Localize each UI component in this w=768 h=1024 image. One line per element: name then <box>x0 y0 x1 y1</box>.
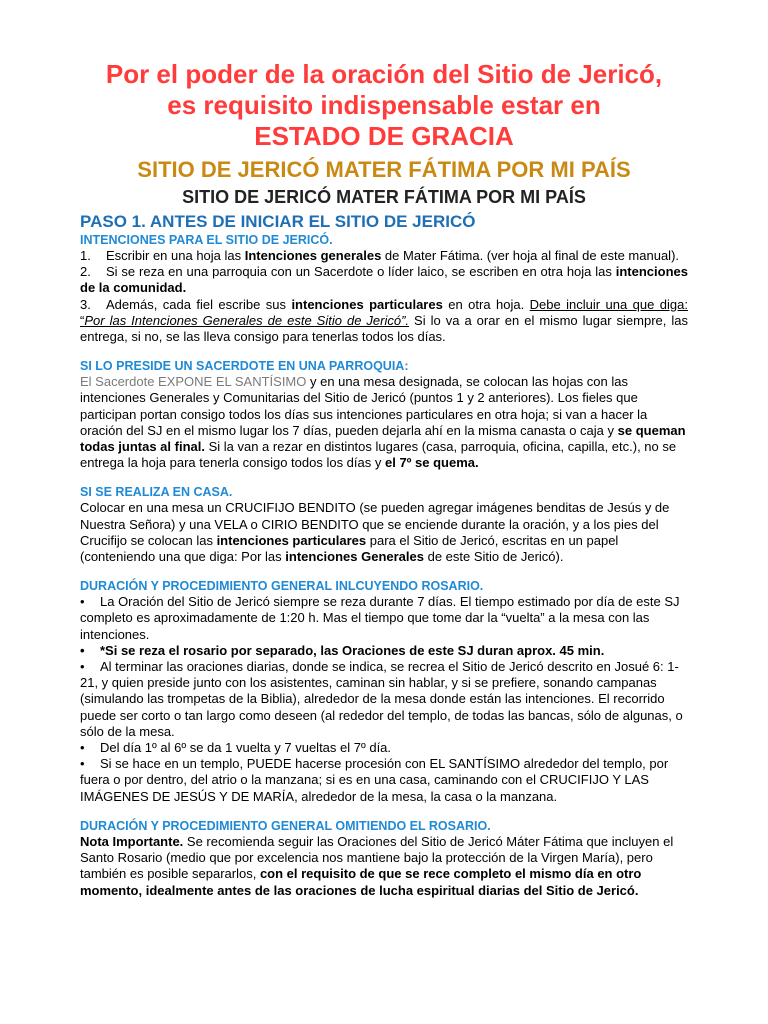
bullet: • <box>80 659 85 675</box>
duracion-bullet-2: • *Si se reza el rosario por separado, las Oraciones de este SJ duran aprox. 45 min. <box>80 642 605 658</box>
duracion-bullet-4: • Del día 1º al 6º se da 1 vuelta y 7 vueltas el 7º día. <box>80 740 392 756</box>
duracion-bullet-1: • La Oración del Sitio de Jericó siempre se reza durante 7 días. El tiempo estimado por día de este SJ completo es aproximadamente de 1:20 h. Mas el tiempo que tome dar la “vuelta” a la mesa con las intenciones. <box>80 594 680 642</box>
sacerdote-paragraph: El Sacerdote EXPONE EL SANTÍSIMO y en una mesa designada, se colocan las hojas con las intenciones Generales y Comunitarias del Sitio de Jericó (puntos 1 y 2 anteriores). Los fieles que participan portan consigo todos los días sus intenciones particulares en otra hoja; si van a hacer la oración del SJ en el mismo lugar los 7 días, pueden dejarla ahí en la misma canasta o caja y se queman todas juntas al final. Si la van a rezar en distintos lugares (casa, parroquia, oficina, capilla, etc.), no se entrega la hoja para tenerla consigo todos los días y el 7º se quema. <box>80 374 686 471</box>
title-block <box>80 0 688 208</box>
title-line-1: Por el poder de la oración del Sitio de Jericó, <box>105 59 663 89</box>
paso1-heading: PASO 1. ANTES DE INICIAR EL SITIO DE JERICÓ <box>80 212 476 231</box>
item-number: 1. <box>80 248 91 263</box>
casa-paragraph: Colocar en una mesa un CRUCIFIJO BENDITO (se pueden agregar imágenes benditas de Jesús y de Nuestra Señora) y una VELA o CIRIO BENDITO que se enciende durante la oración, y a los pies del Crucifijo se colocan las intenciones particulares para el Sitio de Jericó, escritas en un papel (conteniendo una que diga: Por las intenciones Generales de este Sitio de Jericó). <box>80 500 670 565</box>
nota-importante-paragraph: Nota Importante. Se recomienda seguir las Oraciones del Sitio de Jericó Máter Fátima que incluyen el Santo Rosario (medio que por excelencia nos mantiene bajo la protección de la Virgen María), pero también es posible separarlos, con el requisito de que se rece completo el mismo día en otro momento, idealmente antes de las oraciones de lucha espiritual diarias del Sitio de Jericó. <box>80 833 674 898</box>
duracion-sin-rosario-heading: DURACIÓN Y PROCEDIMIENTO GENERAL OMITIENDO EL ROSARIO. <box>80 818 491 833</box>
title-line-2: es requisito indispensable estar en <box>167 90 601 120</box>
subtitle-gold: SITIO DE JERICÓ MATER FÁTIMA POR MI PAÍS <box>137 157 631 182</box>
bullet: • <box>80 594 85 610</box>
intenciones-heading: INTENCIONES PARA EL SITIO DE JERICÓ. <box>80 233 333 247</box>
sacerdote-heading: SI LO PRESIDE UN SACERDOTE EN UNA PARROQUIA: <box>80 359 409 374</box>
duracion-bullet-5: • Si se hace en un templo, PUEDE hacerse procesión con EL SANTÍSIMO alrededor del templo, por fuera o por dentro, del atrio o la manzana; si es en una casa, caminando con el CRUCIFIJO Y LAS IMÁGENES DE JESÚS Y DE MARÍA, alrededor de la mesa, la casa o la manzana. <box>80 756 669 804</box>
bullet: • <box>80 740 85 756</box>
bullet: • <box>80 642 85 658</box>
paso1-item-2: 2. Si se reza en una parroquia con un Sacerdote o líder laico, se escriben en otra hoja las intenciones de la comunidad. <box>80 264 688 296</box>
paso1-item-1: 1. Escribir en una hoja las Intenciones generales de Mater Fátima. (ver hoja al final de este manual). <box>80 248 680 263</box>
title-line-3: ESTADO DE GRACIA <box>254 121 514 151</box>
duracion-bullet-3: • Al terminar las oraciones diarias, donde se indica, se recrea el Sitio de Jericó descrito en Josué 6: 1-21, y quien preside junto con los asistentes, caminan sin hablar, y si se prefiere, sonando campanas (simulando las trompetas de la Biblia), alrededor de la mesa donde están las intenciones. El recorrido puede ser corto o tan largo como deseen (al rededor del templo, de todas las bancas, sólo de algunas, o sólo de la mesa. <box>80 659 683 739</box>
item-number: 3. <box>80 296 91 312</box>
item-number: 2. <box>80 264 91 280</box>
subtitle-black: SITIO DE JERICÓ MATER FÁTIMA POR MI PAÍS <box>182 187 586 207</box>
casa-heading: SI SE REALIZA EN CASA. <box>80 485 233 500</box>
paso1-item-3: 3. Además, cada fiel escribe sus intenciones particulares en otra hoja. Debe incluir una que diga: “Por las Intenciones Generales de este Sitio de Jericó”. Si lo va a orar en el mismo lugar siempre, las entrega, si no, se las lleva consigo para tenerlas todos los días. <box>80 296 688 345</box>
bullet: • <box>80 756 85 772</box>
duracion-rosario-heading: DURACIÓN Y PROCEDIMIENTO GENERAL INLCUYENDO ROSARIO. <box>80 579 484 594</box>
